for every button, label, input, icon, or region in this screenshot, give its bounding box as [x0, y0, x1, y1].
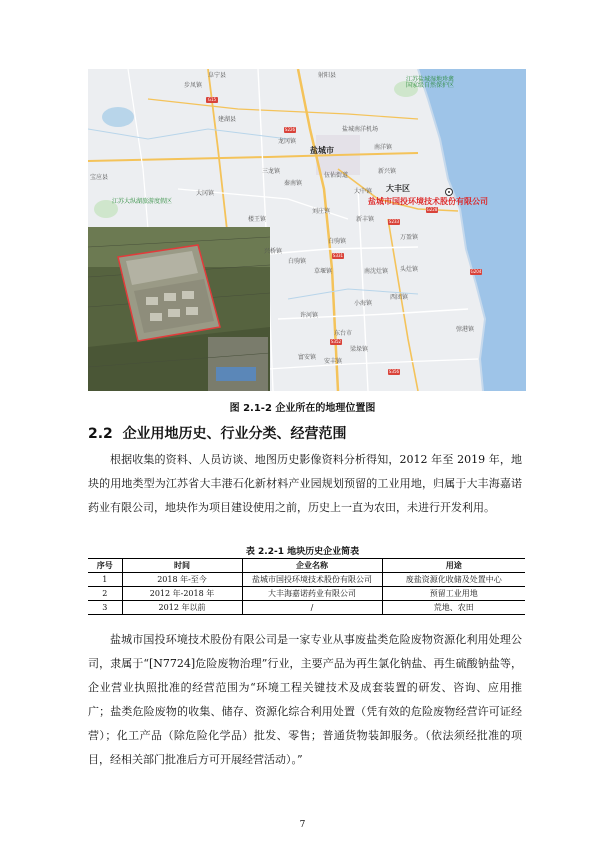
table-header-row [88, 559, 525, 573]
paragraph-company-profile [88, 628, 522, 772]
history-table [88, 558, 525, 615]
map-label: 新兴镇 [378, 168, 397, 175]
satellite-inset-image [88, 227, 270, 391]
table-cell: 荒地、农田 [382, 601, 525, 615]
map-label: 草堰镇 [314, 268, 333, 275]
table-caption: 表 2.2-1 地块历史企业简表 [245, 547, 360, 557]
paragraph-land-history [88, 448, 522, 520]
map-label: 梁垛镇 [350, 346, 369, 353]
map-label: 东台市 [334, 330, 353, 337]
map-label: 楼王镇 [248, 216, 267, 223]
table-cell: 2012 年以前 [122, 601, 242, 615]
table-cell: 2012 年-2018 年 [122, 587, 242, 601]
map-label: 安丰镇 [324, 358, 343, 365]
table-header-cell: 序号 [88, 559, 122, 573]
table-cell: / [242, 601, 382, 615]
table-row [88, 601, 525, 615]
road-shield: S226 [284, 127, 296, 132]
table-cell: 1 [88, 573, 122, 587]
map-label: 万盈镇 [400, 234, 419, 241]
table-cell: 3 [88, 601, 122, 615]
road-shield: G228 [426, 207, 438, 212]
map-label: 弶港镇 [456, 326, 475, 333]
road-shield: S356 [388, 369, 400, 374]
road-shield: G204 [470, 269, 482, 274]
map-label: 新丰镇 [356, 216, 375, 223]
map-label: 伍佑街道 [324, 172, 349, 179]
map-label: 头灶镇 [400, 266, 419, 273]
map-label: 西团镇 [390, 294, 409, 301]
map-label: 三龙镇 [262, 168, 281, 175]
map-label: 南洋镇 [374, 144, 393, 151]
map-label: 大丰区 [386, 184, 410, 193]
map-label: 盐城南洋机场 [342, 126, 379, 133]
map-label: 小海镇 [354, 300, 373, 307]
table-header-cell: 企业名称 [242, 559, 382, 573]
map-label: 秦南镇 [284, 180, 303, 187]
map-label: 建湖县 [218, 116, 237, 123]
map-label: 步凤镇 [184, 82, 203, 89]
table-cell: 废盐资源化收储及处置中心 [382, 573, 525, 587]
map-label: 江苏盐城湿地珍禽国家级自然保护区 [406, 76, 455, 89]
paragraph-text: 根据收集的资料、人员访谈、地图历史影像资料分析得知，2012 年至 2019 年，地块的用地类型为江苏省大丰港石化新材料产业园规划预留的工业用地，归属于大丰海嘉诺药业有限公司，地块作为项目建设使用之前，历史上一直为农田，未进行开发利用。 [88, 453, 522, 514]
map-label: 许河镇 [300, 312, 319, 319]
map-label: 兴桥镇 [264, 248, 283, 255]
road-shield: S233 [388, 219, 400, 224]
table-header-cell: 时间 [122, 559, 242, 573]
table-cell: 2 [88, 587, 122, 601]
map-label: 江苏大纵湖旅游度假区 [112, 198, 173, 205]
map-label: 射阳县 [318, 72, 337, 79]
road-shield: S352 [330, 339, 342, 344]
location-map-figure [88, 69, 526, 391]
figure-caption: 图 2.1-2 企业所在的地理位置图 [229, 403, 376, 414]
table-row [88, 573, 525, 587]
table-row [88, 587, 525, 601]
location-pin-icon [445, 188, 453, 196]
map-label: 白驹镇 [288, 258, 307, 265]
table-cell: 大丰海嘉诺药业有限公司 [242, 587, 382, 601]
company-marker-label: 盐城市国投环境技术股份有限公司 [368, 197, 488, 206]
map-label: 盐城市 [310, 146, 334, 155]
map-label: 阜宁县 [208, 72, 227, 79]
table-cell: 2018 年-至今 [122, 573, 242, 587]
section-title-text: 企业用地历史、行业分类、经营范围 [122, 426, 347, 442]
road-shield: G15 [207, 97, 217, 102]
map-label: 富安镇 [298, 354, 317, 361]
map-label: 刘庄镇 [312, 208, 331, 215]
map-label: 大中镇 [354, 188, 373, 195]
map-label: 龙冈镇 [278, 138, 297, 145]
section-number: 2.2 [88, 426, 113, 442]
map-label: 白驹镇 [328, 238, 347, 245]
page-number: 7 [299, 820, 306, 830]
map-label: 南沈灶镇 [364, 268, 389, 275]
table-header-cell: 用途 [382, 559, 525, 573]
map-label: 大冈镇 [196, 190, 215, 197]
table-cell: 盐城市国投环境技术股份有限公司 [242, 573, 382, 587]
map-label: 宝应县 [90, 174, 109, 181]
section-heading [88, 423, 347, 443]
road-shield: S331 [332, 253, 344, 258]
paragraph-text: 盐城市国投环境技术股份有限公司是一家专业从事废盐类危险废物资源化利用处理公司，隶属于“[N7724]危险废物治理”行业，主要产品为再生氯化钠盐、再生硫酸钠盐等，企业营业执照批准的经营范围为“环境工程关键技术及成套装置的研发、咨询、应用推广；盐类危险废物的收集、储存、资源化综合利用处置（凭有效的危险废物经营许可证经营）；化工产品（除危险化学品）批发、零售；普通货物装卸服务。（依法须经批准的项目，经相关部门批准后方可开展经营活动）。” [88, 633, 522, 766]
table-cell: 预留工业用地 [382, 587, 525, 601]
